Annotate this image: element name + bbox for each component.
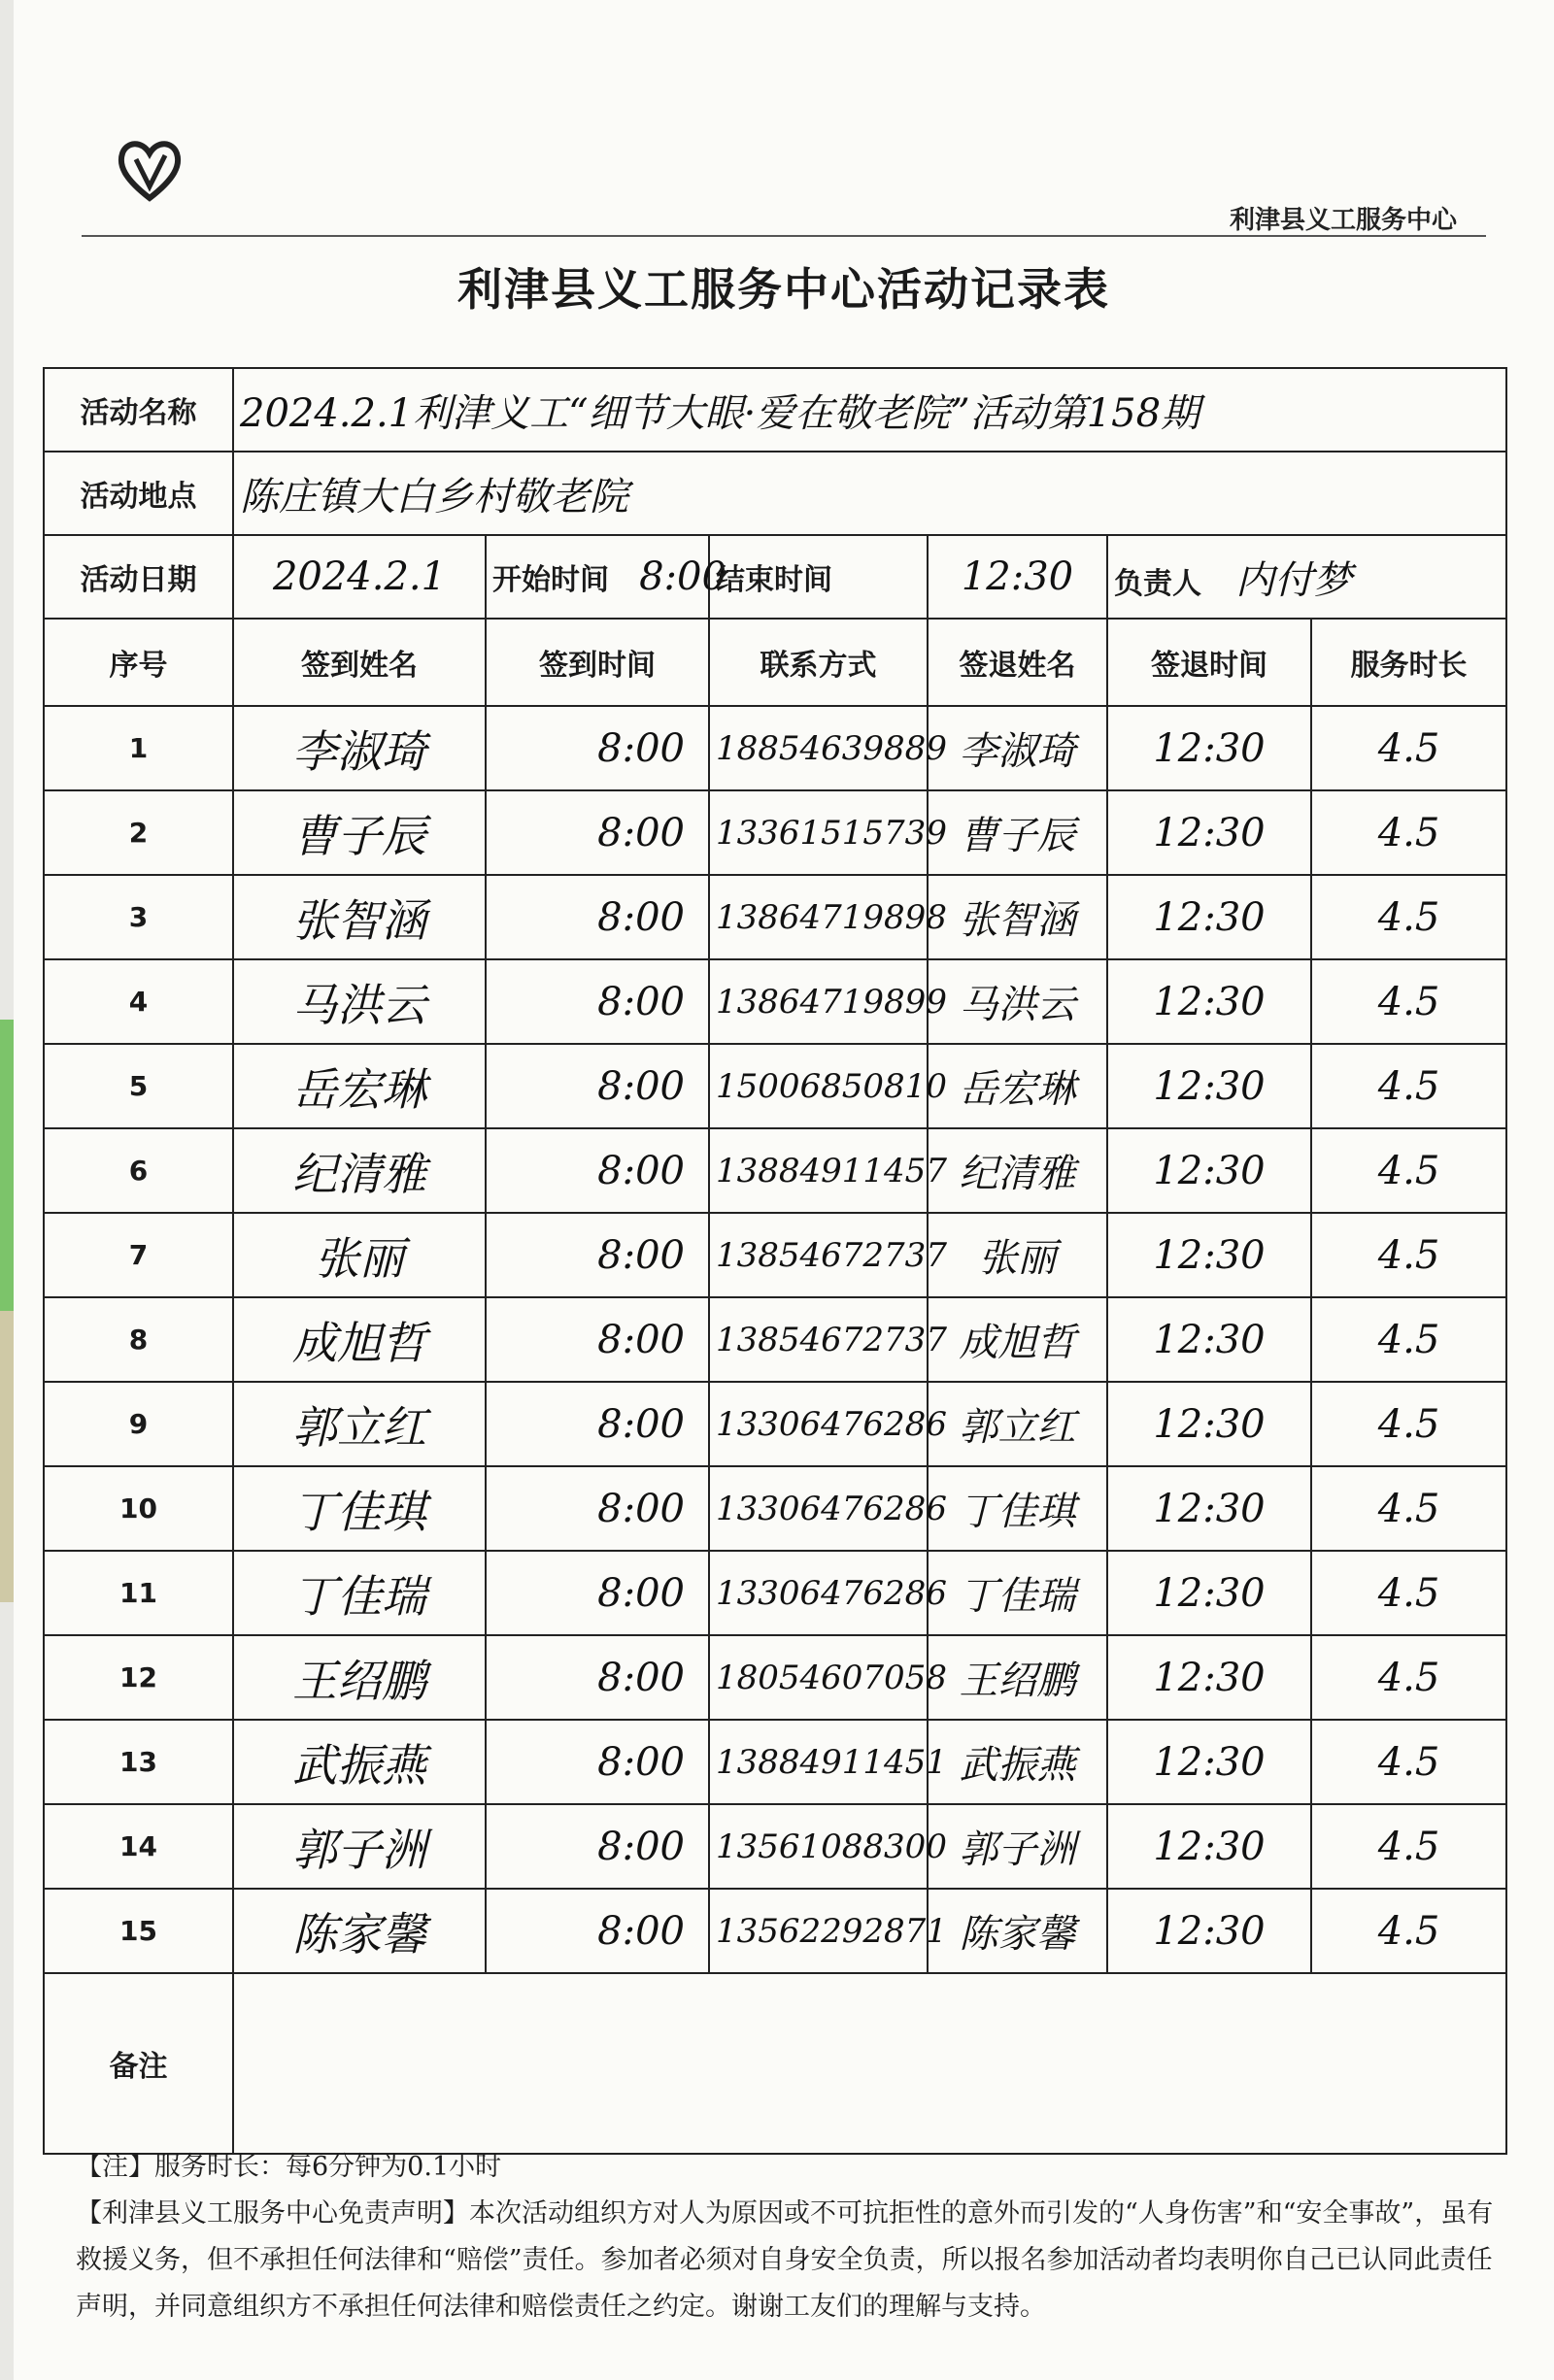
sign-in-name: 曹子辰 (233, 790, 486, 875)
row-number: 6 (44, 1128, 233, 1213)
col-header-sign-in-name: 签到姓名 (233, 619, 486, 706)
sign-out-time: 12:30 (1107, 875, 1311, 959)
footer-notes (76, 2144, 1496, 2330)
service-hours: 4.5 (1311, 1466, 1506, 1551)
sign-in-time: 8:00 (486, 1889, 709, 1973)
sign-in-name: 岳宏琳 (233, 1044, 486, 1128)
leader-cell (1107, 535, 1506, 619)
sign-out-time: 12:30 (1107, 1720, 1311, 1804)
service-hours: 4.5 (1311, 959, 1506, 1044)
contact-phone: 13854672737 (709, 1297, 928, 1382)
sign-in-time: 8:00 (486, 1128, 709, 1213)
row-number: 3 (44, 875, 233, 959)
service-hours: 4.5 (1311, 1551, 1506, 1635)
contact-phone: 15006850810 (709, 1044, 928, 1128)
sign-out-name: 丁佳琪 (928, 1466, 1107, 1551)
sign-in-name: 陈家馨 (233, 1889, 486, 1973)
table-row (44, 1213, 1506, 1297)
sign-in-time: 8:00 (486, 1466, 709, 1551)
col-header-sign-in-time: 签到时间 (486, 619, 709, 706)
sign-out-name: 王绍鹏 (928, 1635, 1107, 1720)
sign-in-time: 8:00 (486, 1213, 709, 1297)
col-header-sign-out-time: 签退时间 (1107, 619, 1311, 706)
sign-out-name: 曹子辰 (928, 790, 1107, 875)
contact-phone: 13361515739 (709, 790, 928, 875)
contact-phone: 13306476286 (709, 1382, 928, 1466)
sign-out-name: 成旭哲 (928, 1297, 1107, 1382)
sign-out-time: 12:30 (1107, 706, 1311, 790)
sign-in-name: 王绍鹏 (233, 1635, 486, 1720)
service-hours: 4.5 (1311, 706, 1506, 790)
sign-in-time: 8:00 (486, 1297, 709, 1382)
sign-out-name: 张智涵 (928, 875, 1107, 959)
date-row (44, 535, 1506, 619)
row-number: 1 (44, 706, 233, 790)
sign-out-name: 郭立红 (928, 1382, 1107, 1466)
remarks-row (44, 1973, 1506, 2154)
contact-phone: 13864719899 (709, 959, 928, 1044)
sign-out-time: 12:30 (1107, 1213, 1311, 1297)
contact-phone: 18054607058 (709, 1635, 928, 1720)
row-number: 9 (44, 1382, 233, 1466)
contact-phone: 13306476286 (709, 1466, 928, 1551)
sign-in-name: 张智涵 (233, 875, 486, 959)
table-row (44, 1635, 1506, 1720)
sign-out-time: 12:30 (1107, 1128, 1311, 1213)
disclaimer-text: 【利津县义工服务中心免责声明】本次活动组织方对人为原因或不可抗拒性的意外而引发的“人身伤害”和“安全事故”，虽有救援义务，但不承担任何法律和“赔偿”责任。参加者必须对自身安全负责，所以报名参加活动者均表明你自己已认同此责任声明，并同意组织方不承担任何法律和赔偿责任之约定。谢谢工友们的理解与支持。 (76, 2198, 1494, 2322)
start-time-value: 8:00 (639, 554, 726, 599)
sign-out-name: 岳宏琳 (928, 1044, 1107, 1128)
end-time-label: 结束时间 (716, 563, 832, 597)
activity-name-label: 活动名称 (44, 368, 233, 452)
service-hours: 4.5 (1311, 790, 1506, 875)
service-hours: 4.5 (1311, 1382, 1506, 1466)
page-edge (0, 0, 14, 2380)
sign-in-time: 8:00 (486, 706, 709, 790)
sign-out-name: 李淑琦 (928, 706, 1107, 790)
table-row (44, 1297, 1506, 1382)
row-number: 7 (44, 1213, 233, 1297)
sign-in-name: 李淑琦 (233, 706, 486, 790)
sign-out-name: 武振燕 (928, 1720, 1107, 1804)
activity-record-table (43, 367, 1507, 2155)
remarks-label: 备注 (44, 1973, 233, 2154)
sign-out-time: 12:30 (1107, 790, 1311, 875)
activity-name-value: 2024.2.1利津义工“细节大眼·爱在敬老院”活动第158期 (233, 368, 1506, 452)
sign-out-time: 12:30 (1107, 1551, 1311, 1635)
service-hours: 4.5 (1311, 1889, 1506, 1973)
sign-in-name: 郭立红 (233, 1382, 486, 1466)
sign-out-name: 郭子洲 (928, 1804, 1107, 1889)
sign-in-time: 8:00 (486, 1804, 709, 1889)
contact-phone: 18854639889 (709, 706, 928, 790)
location-label: 活动地点 (44, 452, 233, 535)
remarks-value (233, 1973, 1506, 2154)
sign-out-name: 马洪云 (928, 959, 1107, 1044)
end-time-cell (709, 535, 928, 619)
org-header: 利津县义工服务中心 (1229, 205, 1457, 234)
sign-in-name: 丁佳琪 (233, 1466, 486, 1551)
contact-phone: 13854672737 (709, 1213, 928, 1297)
contact-phone: 13884911457 (709, 1128, 928, 1213)
sign-out-time: 12:30 (1107, 1889, 1311, 1973)
contact-phone: 13306476286 (709, 1551, 928, 1635)
sign-in-time: 8:00 (486, 959, 709, 1044)
col-header-contact: 联系方式 (709, 619, 928, 706)
service-hours: 4.5 (1311, 1297, 1506, 1382)
sign-in-name: 郭子洲 (233, 1804, 486, 1889)
activity-name-row (44, 368, 1506, 452)
row-number: 14 (44, 1804, 233, 1889)
table-row (44, 1128, 1506, 1213)
row-number: 4 (44, 959, 233, 1044)
service-hours: 4.5 (1311, 1128, 1506, 1213)
table-row (44, 1804, 1506, 1889)
contact-phone: 13884911451 (709, 1720, 928, 1804)
leader-label: 负责人 (1114, 566, 1201, 601)
table-row (44, 1466, 1506, 1551)
sign-out-time: 12:30 (1107, 1382, 1311, 1466)
col-header-service-hours: 服务时长 (1311, 619, 1506, 706)
location-value: 陈庄镇大白乡村敬老院 (233, 452, 1506, 535)
table-row (44, 790, 1506, 875)
table-row (44, 959, 1506, 1044)
table-row (44, 1044, 1506, 1128)
service-hours: 4.5 (1311, 875, 1506, 959)
service-hours: 4.5 (1311, 1804, 1506, 1889)
sign-in-name: 张丽 (233, 1213, 486, 1297)
row-number: 13 (44, 1720, 233, 1804)
sign-in-time: 8:00 (486, 790, 709, 875)
table-row (44, 1551, 1506, 1635)
row-number: 15 (44, 1889, 233, 1973)
col-header-no: 序号 (44, 619, 233, 706)
date-value: 2024.2.1 (233, 535, 486, 619)
row-number: 2 (44, 790, 233, 875)
date-label: 活动日期 (44, 535, 233, 619)
header-divider (82, 235, 1486, 237)
sign-out-name: 陈家馨 (928, 1889, 1107, 1973)
row-number: 8 (44, 1297, 233, 1382)
volunteer-rows (44, 706, 1506, 1973)
service-hours: 4.5 (1311, 1044, 1506, 1128)
column-header-row (44, 619, 1506, 706)
table-row (44, 706, 1506, 790)
sign-out-time: 12:30 (1107, 1804, 1311, 1889)
sign-out-time: 12:30 (1107, 1635, 1311, 1720)
end-time-value: 12:30 (928, 535, 1107, 619)
leader-value: 内付梦 (1235, 557, 1353, 603)
table-row (44, 1720, 1506, 1804)
sign-in-time: 8:00 (486, 1382, 709, 1466)
contact-phone: 13561088300 (709, 1804, 928, 1889)
record-sheet (14, 0, 1554, 2380)
service-hours-note: 【注】服务时长：每6分钟为0.1小时 (76, 2152, 502, 2182)
service-hours: 4.5 (1311, 1213, 1506, 1297)
row-number: 5 (44, 1044, 233, 1128)
service-hours: 4.5 (1311, 1635, 1506, 1720)
row-number: 11 (44, 1551, 233, 1635)
location-row (44, 452, 1506, 535)
service-hours: 4.5 (1311, 1720, 1506, 1804)
table-row (44, 1382, 1506, 1466)
start-time-cell (486, 535, 726, 619)
sign-out-name: 丁佳瑞 (928, 1551, 1107, 1635)
sign-in-time: 8:00 (486, 1044, 709, 1128)
sign-in-name: 马洪云 (233, 959, 486, 1044)
sign-out-name: 张丽 (928, 1213, 1107, 1297)
sign-in-time: 8:00 (486, 1720, 709, 1804)
contact-phone: 13864719898 (709, 875, 928, 959)
sign-in-name: 武振燕 (233, 1720, 486, 1804)
sign-out-time: 12:30 (1107, 1466, 1311, 1551)
col-header-sign-out-name: 签退姓名 (928, 619, 1107, 706)
contact-phone: 13562292871 (709, 1889, 928, 1973)
row-number: 12 (44, 1635, 233, 1720)
sign-in-time: 8:00 (486, 1551, 709, 1635)
document-title: 利津县义工服务中心活动记录表 (457, 263, 1110, 316)
table-row (44, 1889, 1506, 1973)
table-row (44, 875, 1506, 959)
start-time-label: 开始时间 (492, 563, 609, 597)
row-number: 10 (44, 1466, 233, 1551)
sign-out-name: 纪清雅 (928, 1128, 1107, 1213)
sign-out-time: 12:30 (1107, 959, 1311, 1044)
sign-in-time: 8:00 (486, 875, 709, 959)
sign-in-name: 纪清雅 (233, 1128, 486, 1213)
sign-in-name: 丁佳瑞 (233, 1551, 486, 1635)
heart-logo-icon (115, 136, 185, 206)
sign-in-name: 成旭哲 (233, 1297, 486, 1382)
sign-in-time: 8:00 (486, 1635, 709, 1720)
sign-out-time: 12:30 (1107, 1044, 1311, 1128)
sign-out-time: 12:30 (1107, 1297, 1311, 1382)
